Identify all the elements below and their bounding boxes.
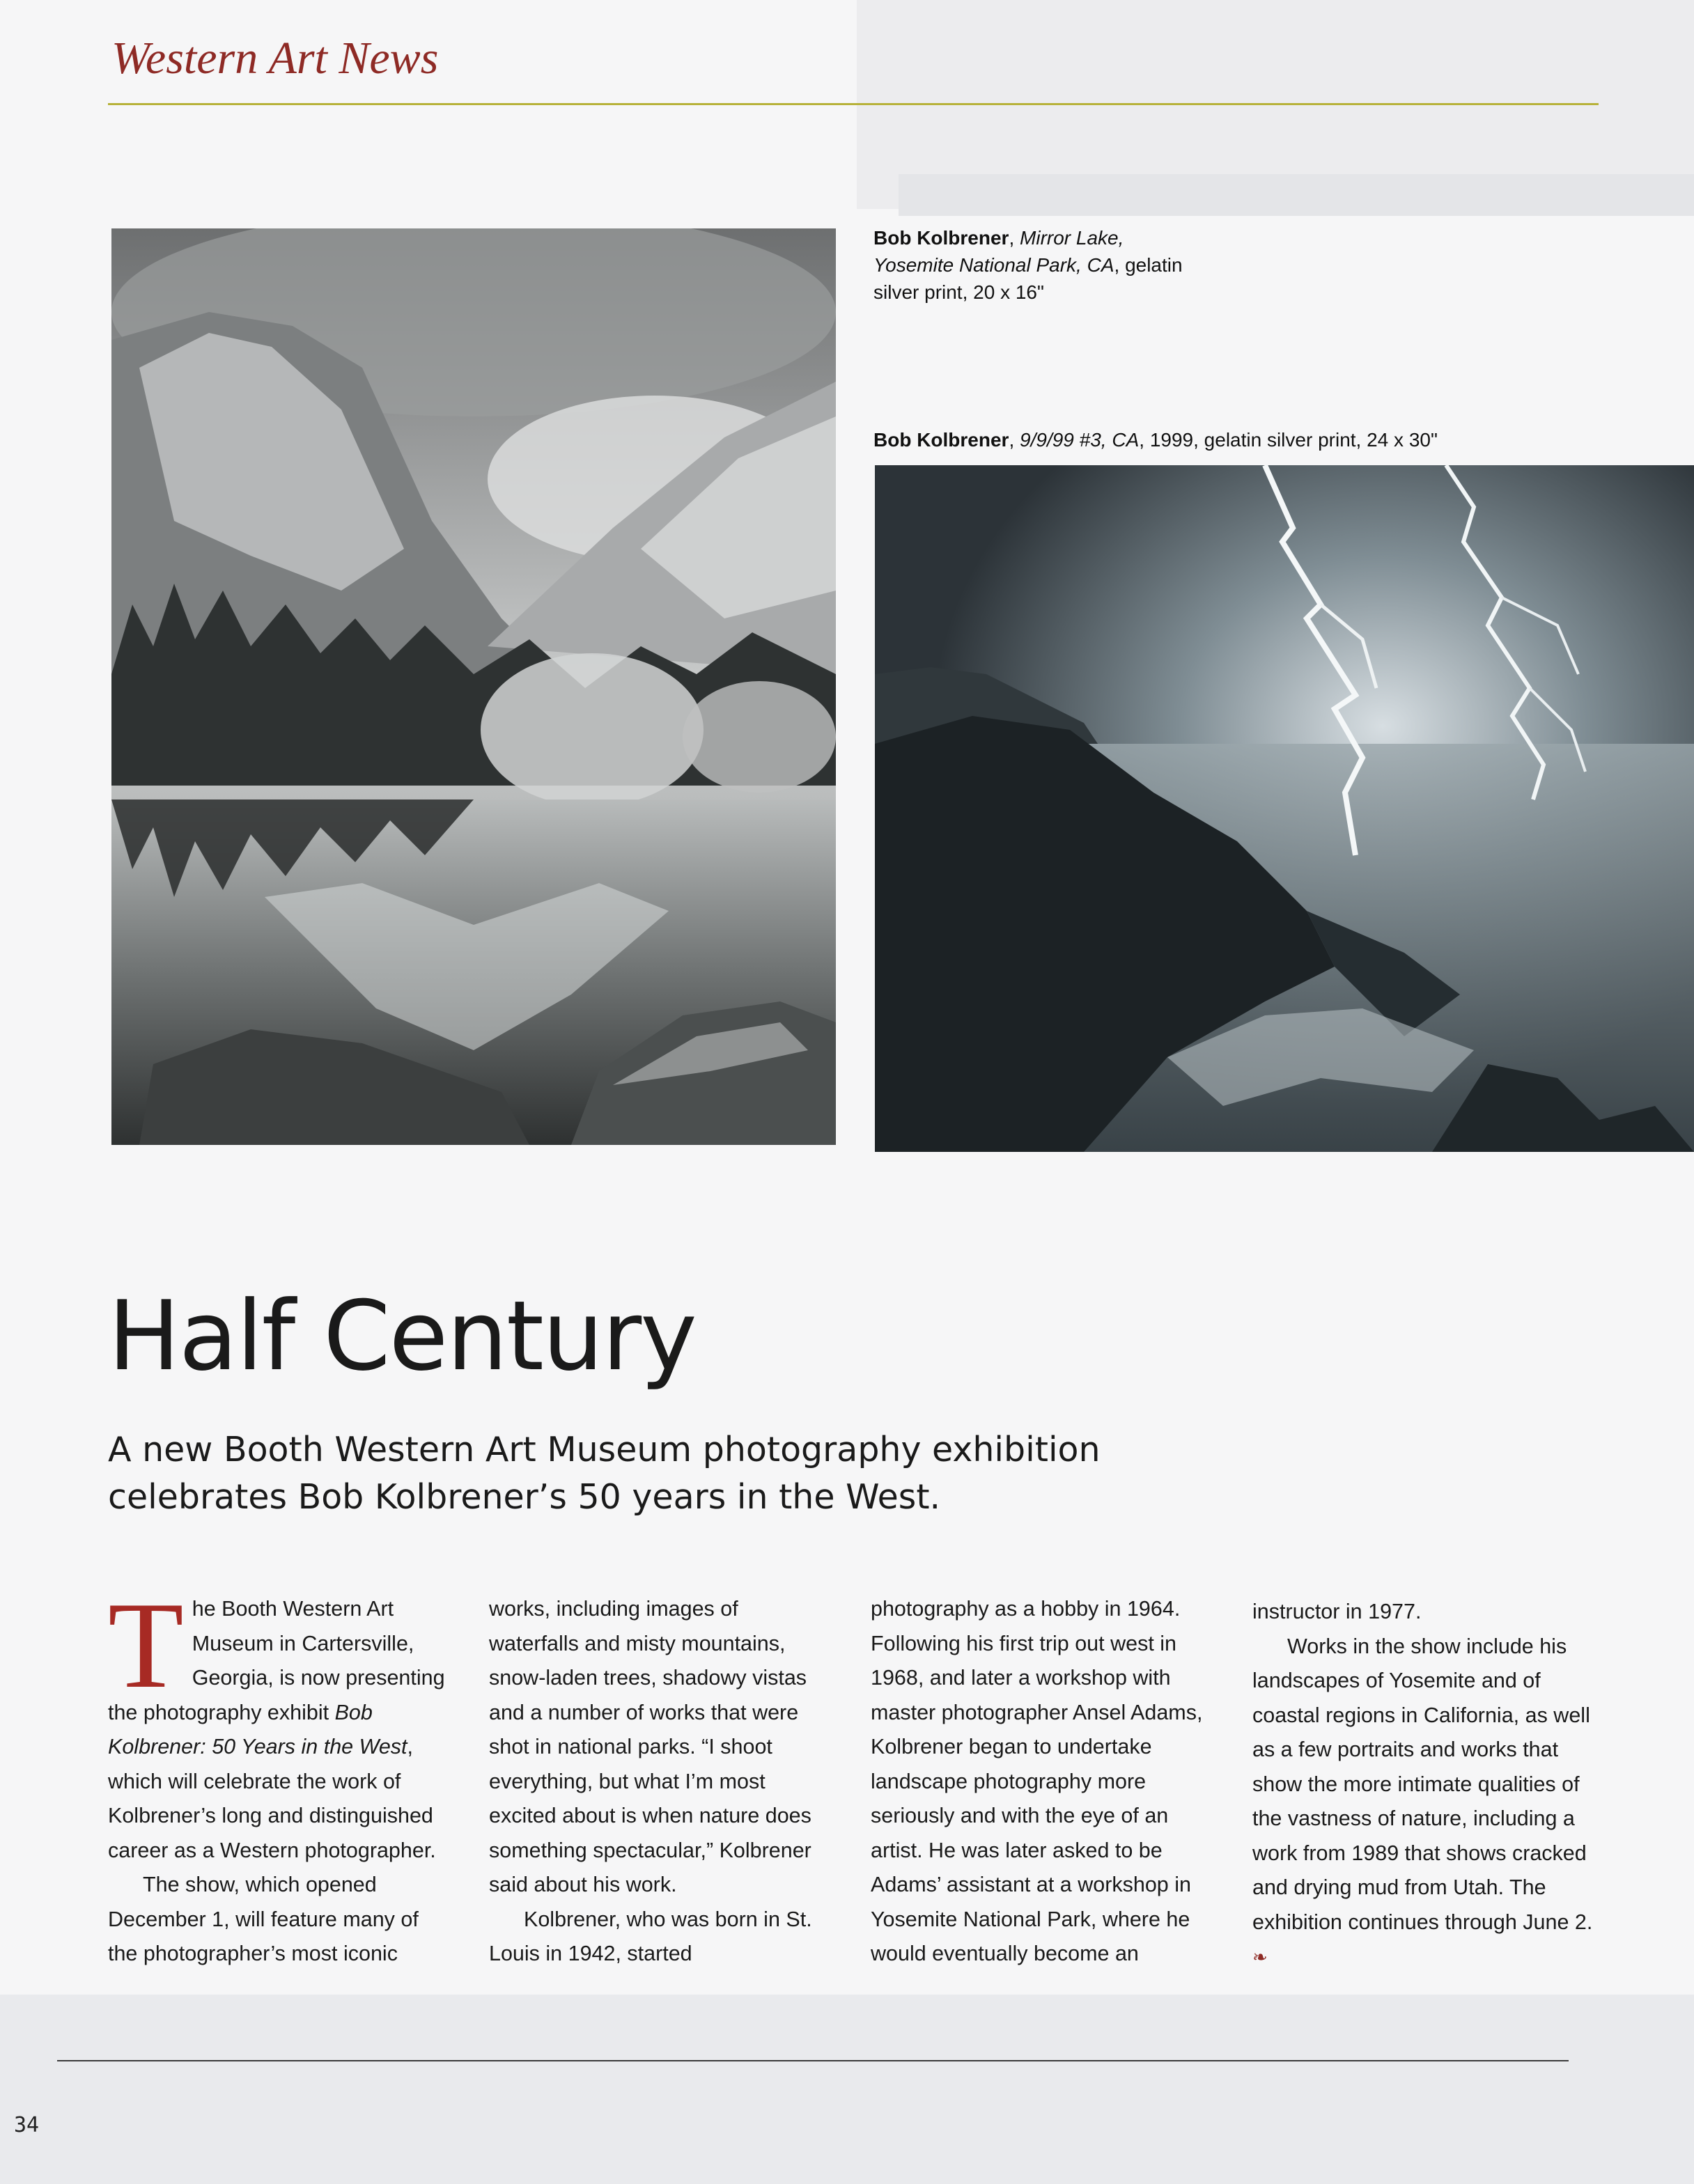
section-label: Western Art News (111, 33, 439, 84)
drop-cap: T (108, 1576, 184, 1714)
caption-mirror-lake: Bob Kolbrener, Mirror Lake, Yosemite National Park, CA, gelatin silver print, 20 x 16" (873, 227, 1183, 303)
paragraph-4: Works in the show include his landscapes of Yosemite and of coastal regions in California, as well as a few portraits and works that show the more intimate qualities of the vastness of nature, including a work from 1989 that shows cracked and drying mud from Utah. The exhibition continues through June 2. ❧ (1252, 1634, 1593, 1967)
show-through-footer-band (0, 1995, 1694, 2184)
caption-artist: Bob Kolbrener (873, 227, 1009, 249)
page-number: 34 (14, 2113, 40, 2137)
paragraph-2-part-2: works, including images of waterfalls and misty mountains, snow-laden trees, shadowy vistas and a number of works that were shot in national parks. “I shoot everything, but what I’m most excited about is when nature does something spectacular,” Kolbrener said about his work. (489, 1597, 811, 1896)
article-column-2 (489, 1592, 830, 1972)
header-rule (108, 103, 1599, 105)
footer-rule (57, 2060, 1569, 2061)
lightning-coast-image (875, 465, 1694, 1152)
caption-title: 9/9/99 #3, CA (1020, 429, 1140, 451)
caption-medium: 1999, gelatin silver print, 24 x 30" (1149, 429, 1438, 451)
exhibit-title: Bob Kolbrener: 50 Years in the West (108, 1700, 407, 1758)
paragraph-3-part-1: Kolbrener, who was born in St. Louis in 1942, started (489, 1907, 812, 1965)
mirror-lake-image (111, 228, 836, 1145)
caption-title: Mirror Lake, Yosemite National Park, CA (873, 227, 1124, 276)
paragraph-1-rest: , which will celebrate the work of Kolbrener’s long and distinguished career as a Western photographer. (108, 1735, 436, 1862)
caption-artist: Bob Kolbrener (873, 429, 1009, 451)
article-headline: Half Century (108, 1280, 696, 1392)
end-mark-icon: ❧ (1252, 1947, 1268, 1967)
paragraph-3-part-3: instructor in 1977. (1252, 1600, 1422, 1623)
caption-medium: gelatin silver print, 20 x 16" (873, 254, 1183, 303)
paragraph-2-full (0, 0, 1, 1)
caption-lightning: Bob Kolbrener, 9/9/99 #3, CA, 1999, gelatin silver print, 24 x 30" (873, 429, 1438, 451)
paragraph-full-text (0, 0, 1, 1)
photo-mirror-lake (111, 228, 836, 1145)
article-deck: A new Booth Western Art Museum photography exhibition celebrates Bob Kolbrener’s 50 years in the West. (108, 1430, 1101, 1517)
article-column-1 (108, 1576, 449, 1972)
article-column-4 (1252, 1595, 1594, 1975)
photo-lightning-coast (875, 465, 1694, 1152)
paragraph-1-lead: he Booth Western Art Museum in Cartersville, Georgia, is now presenting the photography exhibit (108, 1597, 445, 1724)
paragraph-2-part-1: The show, which opened December 1, will feature many of the photographer’s most iconic (108, 1873, 419, 1965)
article-column-3 (871, 1592, 1212, 1972)
show-through-band (899, 174, 1694, 216)
paragraph-3-part-2: photography as a hobby in 1964. Following his first trip out west in 1968, and later a workshop with master photographer Ansel Adams, Kolbrener began to undertake landscape photography more seriously and with the eye of an artist. He was later asked to be Adams’ assistant at a workshop in Yosemite National Park, where he would eventually become an (871, 1597, 1203, 1965)
